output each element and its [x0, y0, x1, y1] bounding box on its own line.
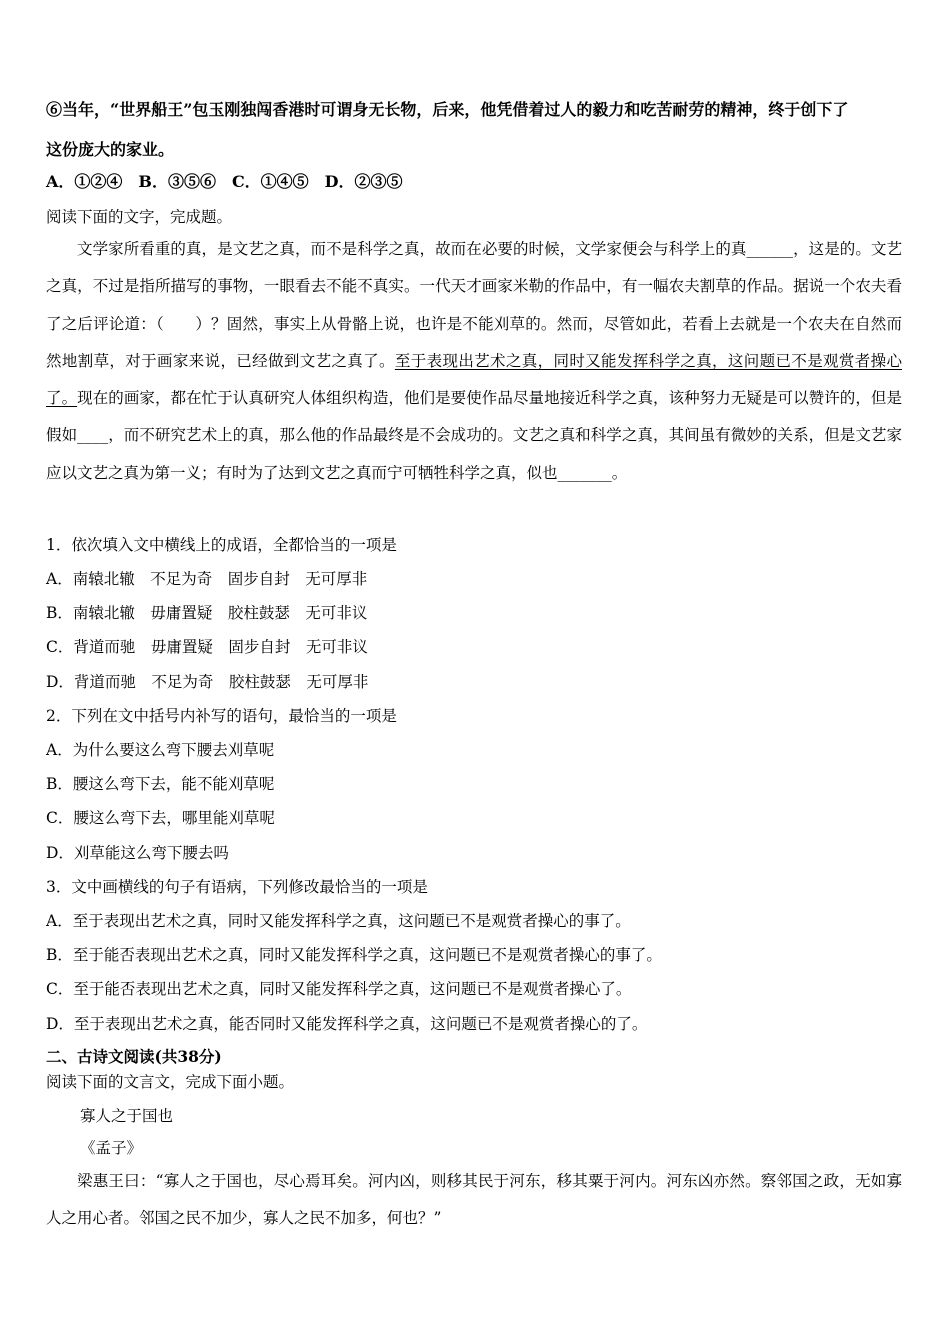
question-3-option-d: D．至于表现出艺术之真，能否同时又能发挥科学之真，这问题已不是观赏者操心的了。	[46, 1015, 648, 1033]
question-1-stem: 1．依次填入文中横线上的成语，全都恰当的一项是	[46, 536, 397, 554]
section-2-instruction: 阅读下面的文言文，完成下面小题。	[46, 1073, 295, 1091]
question-3-option-a: A．至于表现出艺术之真，同时又能发挥科学之真，这问题已不是观赏者操心的事了。	[46, 912, 631, 930]
passage-part-b: 现在的画家，都在忙于认真研究人体组织构造，他们是要使作品尽量地接近科学之真，该种努力无疑是可以赞许的，但是假如____，而不研究艺术上的真，那么他的作品最终是不会成功的。文艺之真和科学之真，其间虽有微妙的关系，但是文艺家应以文艺之真为第一义；有时为了达到文艺之真而宁可牺牲科学之真，似也_______。	[46, 389, 902, 482]
answer-options: A．①②④ B．③⑤⑥ C．①④⑤ D．②③⑤	[46, 172, 403, 191]
question-2-option-d: D．刈草能这么弯下腰去吗	[46, 844, 229, 862]
question-3-option-c: C．至于能否表现出艺术之真，同时又能发挥科学之真，这问题已不是观赏者操心了。	[46, 980, 632, 998]
reading-instruction: 阅读下面的文字，完成题。	[46, 208, 233, 226]
top-line-1: ⑥当年，“世界船王”包玉刚独闯香港时可谓身无长物，后来，他凭借着过人的毅力和吃苦耐劳的精神，终于创下了	[46, 100, 849, 119]
question-1-option-a: A．南辕北辙 不足为奇 固步自封 无可厚非	[46, 570, 368, 588]
section-2-heading: 二、古诗文阅读(共38分)	[46, 1047, 222, 1066]
question-1-option-c: C．背道而驰 毋庸置疑 固步自封 无可非议	[46, 638, 368, 656]
classical-text-author: 《孟子》	[80, 1139, 143, 1157]
passage-part-a: 文学家所看重的真，是文艺之真，而不是科学之真，故而在必要的时候，文学家便会与科学上的真______，这是的。文艺之真，不过是指所描写的事物，一眼看去不能不真实。一代天才画家米勒的作品中，有一幅农夫割草的作品。据说一个农夫看了之后评论道：（ ）？固然，事实上从骨骼上说，也许是不能刈草的。然而，尽管如此，若看上去就是一个农夫在自然而然地割草，对于画家来说，已经做到文艺之真了。	[46, 240, 902, 370]
question-1-option-b: B．南辕北辙 毋庸置疑 胶柱鼓瑟 无可非议	[46, 604, 368, 622]
reading-passage	[46, 231, 902, 492]
underlined-sentence: 至于表现出艺术之真，同时又能发挥科学之真，这问题已不是观赏者操心了。	[46, 351, 902, 408]
question-3-stem: 3．文中画横线的句子有语病，下列修改最恰当的一项是	[46, 878, 428, 896]
question-1-option-d: D．背道而驰 不足为奇 胶柱鼓瑟 无可厚非	[46, 673, 369, 691]
question-2-option-c: C．腰这么弯下去，哪里能刈草呢	[46, 809, 275, 827]
question-3-option-b: B．至于能否表现出艺术之真，同时又能发挥科学之真，这问题已不是观赏者操心的事了。	[46, 946, 662, 964]
question-2-stem: 2．下列在文中括号内补写的语句，最恰当的一项是	[46, 707, 397, 725]
question-2-option-a: A．为什么要这么弯下腰去刈草呢	[46, 741, 275, 759]
question-2-option-b: B．腰这么弯下去，能不能刈草呢	[46, 775, 275, 793]
top-line-2: 这份庞大的家业。	[46, 140, 175, 159]
classical-text-body: 梁惠王曰：“寡人之于国也，尽心焉耳矣。河内凶，则移其民于河东，移其粟于河内。河东凶亦然。察邻国之政，无如寡人之用心者。邻国之民不加少，寡人之民不加多，何也？”	[46, 1172, 902, 1227]
classical-text-title: 寡人之于国也	[80, 1107, 174, 1125]
